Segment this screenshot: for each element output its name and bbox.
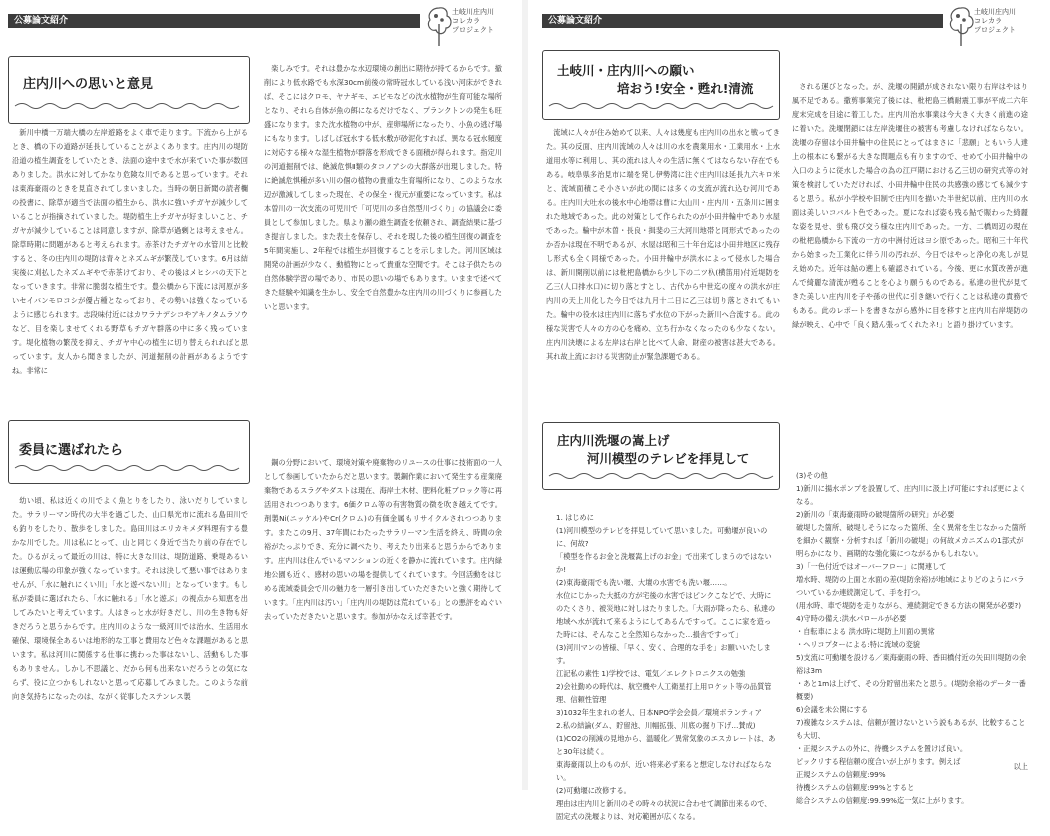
wave-divider [549,101,771,111]
body-text: 新川中橋一万端大橋の左岸遊路をよく車で走ります。下流から上がるとき、橋の下の道路が延長していることがよくあります。庄内川の堤防沿道の植生調査をしていたとき、法面の途中まで水が来ていた事が数回ありました。洪水に対してかなり危険な川であると思っています。それは東海豪雨のときを見直されてしまいました。当時の朝日新聞の読者欄の投書に、除草が適当で法面の植生から、洪水に強いチガヤが減少していることが指摘されていました。堤防植生上チガヤが好ましいこと、チガヤが減少していることは同意しますが、除草が過剰とは考えません。除草時期に問題があると考えられます。赤茶けたチガヤの水管川と比較すると、冬の庄内川の堤防は青々とネズムギが繁茂しています。6月は結実後に刈払したネズムギやで赤茶けており、その後はメヒシバの天下となっていきます。非常に脆弱な植生です。豊公橋から下流には河原が多いセイバンモロコシが優占種となっており、その勢いは強くなっているように感じられます。志段味付近にはカワラナデシコやアキノタムラソウなど、目を楽しませてくれる野草もチガヤ群落の中に多く残っています。堤化植物の繁茂を抑え、チガヤ中心の植生に切り替えられればと思っています。友人から聞きましたが、河道掘削の計画があるようですね。非常に [12,128,248,375]
body-text: 鋼の分野において、環境対策や廃棄物のリユースの仕事に技術面の一人として参画していたからだと思います。製鋼作業において発生する産業廃棄物であるスラグやダストは現在、海岸土木材、肥料化粧ブロック等に再活用されつつあります。6価クロム等の有害物質の徴を吹き越えてです。剤製Ni(ニッケル)やCr(クロム)の有価金属もリサイクルされつつあります。またこの9月、37年間にわたったサラリーマン生活を終え、時間の余裕がたっぷりでき、充分に調べたり、考えたり出来ると思うからであります。庄内川は住んでいるマンションの近くを静かに流れています。庄内緑地公園も近く、感材の思いの場を提供してくれています。今回活動をはじめる流域委員会で川の魅力を一層引き出していただきたいと強く期待しています。「庄内川は汚い」「庄内川の堤防は荒れている」との悪評をぬぐい去っていただきたいと思います。参加がかなえば幸甚です。 [264,458,502,621]
article-column [556,498,778,821]
article-title-line2: 河川模型のテレビを拝見して [587,451,750,466]
article-column [546,126,780,392]
article-column [12,494,248,782]
article-column [12,126,248,394]
article-column [264,62,502,394]
article-column [264,456,502,676]
article-title-box [8,56,250,124]
article-title: 庄内川への思いと意見 [23,77,154,92]
body-text: 幼い頃、私は近くの川でよく魚とりをしたり、泳いだりしていました。サラリーマン時代の大半を過ごした、山口県光市に流れる島田川でも釣りをしたり、散歩をしました。島田川はエリカキメダ料理有する豊かな川でした。川は私にとって、山と同じく身近で当たり前の存在でした。ひるがえって最近の川は、特に大きな川は、堤防道路、乗堤あるいは運動広場の印象が強くなっています。それは決して悪い事ではありませんが、「水に触れにくい川」「水と遊べない川」となっています。もし私が委員に選ばれたら、「水に触れる」「水と遊ぶ」の視点から知恵を出してみたいと考えています。人はきっと水が好きだし、川の生き物も好きだろうと思うからです。庄内川のような一級河川では治水、生活用水確保、環境保全あるいは地形的な工事と費用など色々な課題があると思います。私は河川に関係する仕事に携わった事はないし、活動もした事もありません。しかし不思議と、だから何も出来ないだろうとの気にならず、役に立つかもしれないと思って応募してみました。このような前向き気持ちになったのは、ながく従事したステンレス製 [12,496,248,701]
body-text: 流域に人々が住み始めて以来、人々は幾度も庄内川の出水と戦ってきた。其の反面、庄内川流域の人々は川の水を農業用水・工業用水・上水道用水等に利用し、其の流れは人々の生活に無くてはならない存在でもある。岐阜県多治見市に端を発し伊勢湾に注ぐ庄内川は延長九六キロ米と、流域面積こそ小さいが此の間には多くの支流が流れ込む河川である。庄内川大吐水の後水中心地帯は曹に大山川・庄内川・五条川に囲まれた地域であった。此の対策として作られたのが小田井輪中であり水屋であった。輪中が木曽・長良・揖斐の三大河川地帯と同形式であったのか否かは現在不明であるが、水屋は昭和三十年台迄は小田井地区に残存し形式も全く同様であった。小田井輪中が洪水によって侵水した場合は、新川開削以前には枇杷島橋から少し下の二ツ杁(横笛用)付近堤防を乙三(人口排水口)に切り落とすとし、古代から中世迄の度々の洪水が庄内川の天上川化した今日では九月十二日に乙三は切り落とされてもいた。輪中の役水は庄内川に落ちず水位の下がった新川へ合流する。此の様な災害で人々の方の心を痛め、立ち行かなくなったのも少なくない。庄内川決壊による左岸は右岸と比べて人命、財産の被害は甚大である。其れ故上流における災害防止が緊急課題である。 [546,128,780,361]
article-title-line1: 庄内川洗堰の嵩上げ [557,433,670,448]
end-mark: 以上 [1013,762,1028,771]
article-title-line1: 土岐川・庄内川への願い [557,63,695,78]
logo-text: 土岐川庄内川 コレカラ プロジェクト [452,8,494,34]
body-text: される運びとなった。が、洗堰の開鎖が成されない限り右岸はやはり風不足である。撒剪事業完了後には、枇杷島三橋耐震工事が平成二六年度末完成を目途に着工した。庄内川治水事業は今大きく大きく前進の途に着いた。洗堰閉鎖には左岸洗堰住の被害も考慮しなければならない。洗堰の存留は小田井輪中の住民にとってはまさに「悲願」ともいう人達上の根本にも繋がる大きな問題点も有りますので、せめて小田井輪中の入口のように従水した場合の為の江戸期における乙三切の研究式等の対策を検討していただければ、小田井輪中住民の共感強の感じても減少すると思う。私が小学校や旧制で庄内川を描いた半世紀以前、庄内川の水面は美しいコバルト色であった。夏になれば姿も残る鮎で賑わった綺麗な姿を見せ、蛍も飛び交う様な庄内川であった。一方、二橋周辺の現在の枇杷島橋から下流の一方の中洲付近はヨシ原であった。昭和三十年代から始まった工業化に伴う川の汚れが、今日ではやっと浄化の兆しが見え始めた。近年は鮎の遡上も確認されている。今後、更に水質改善が進んで綺麗な清流が甦ることを心より願うものである。私達の世代が見てきた美しい庄内川を子や孫の世代に引き継いで行くことは私達の責務でもある。此のレポートを書きながら感外に目を移すと庄内川右岸堤防の緑が映え、心中で「良く踏ん張ってくれたネ!」と語り掛けています。 [792,82,1028,329]
left-page [0,0,522,790]
section-header-bar: 公募論文紹介 [542,14,943,28]
article-title: 委員に選ばれたら [19,443,124,458]
section-header-bar: 公募論文紹介 [8,14,420,28]
wave-divider [15,463,241,473]
article-column [792,80,1028,380]
body-text: 楽しみです。それは豊かな水辺環境の創出に期待が持てるからです。撤削により低水路でも水深30cm前後の常時冠水している浅い河床ができれば、そこにはクロモ、ヤナギモ、エビモなどの沈水植物が生育可能な場所となり、それら自体が魚の餌になるだけでなく、プランクトンの発生も旺盛になります。また沈水植物の中が、産卵場所になったり、小魚の逃げ場にもなります。しばしば冠水する低水敷が砂泥化すれば、異なる冠水頻度に対応する様々な湿生植物が群落を形成できる面積が得られます。指定川の河道掘削では、絶滅危惧Ⅱ類のタコノアシの大群落が出現しました。特に絶滅危惧種が多い川の個の植物の貴重な生育場所になり、このような水辺が激減してしまった現在、その保全・復元が重要になっています。私は本曽川の一次支流の可児川で「可児川の多自然型川づくり」の協議会に委員として参加しました。県より瀬の維生調査を依頼され、調査結果に基づき提言しました。また表土を保存し、それを現した後の植生回復の調査を5年間実施し、2年程では植生が回復することを示しました。河川区域は開発の計画が少なく、動植物にとって貴重な空間です。そこは子供たちの自然体験学習の場であり、市民の思いの場でもあります。いままで述べてきた経験や知識を生かし、安全で自然豊かな庄内川の川づくりに参画したいと思います。 [264,64,502,311]
tree-logo-icon [424,2,454,48]
body-text: (3)その他 1)新川に揚水ポンプを設置して、庄内川に汲上げ可能にすれば更によくなる。 2)新川の「東海豪雨時の破堤箇所の研究」が必要 破堤した箇所、破堤しそうになった箇所、全く異常を生じなかった箇所 を細かく観察・分析すれば「新川の破堤」の何故メカニズムの1部式が明らかになり、画期的な強化策につながるかもしれない。 3)「一色付近ではオーバーフロー」に関連して 増水時、堤防の上面と水面の差(堤防余裕)が地域によりどのようにバラついているか連続測定して、手を打つ。 (用水時、車で堤防を走りながら、連続測定できる方法の開発が必要?) 4)守時の備え:洪水パロールが必要 ・自転車による 洪水時に堤防上川面の異常 ・ヘリコプターによる:特に流域の変貌 5)支流に可動堰を設ける／東海豪雨の時、香田橋付近の矢田川堤防の余裕は3m ・あと1mは上げて、その分貯留出来たと思う。(堤防余裕のデータ一番概要) 6)会議を未公開にする 7)複雑なシステムは、信頼が置けないという説もあるが、比較することも大切、 ・正規システムの外に、待機システムを置けば良い。 ピックリする程信頼の度合いが上がります。例えば 正規システムの信頼度:99% 待機システムの信頼度:99%とすると 総合システムの信頼度:99.99%迄一気に上がります。 [796,471,1027,805]
logo-text: 土岐川庄内川 コレカラ プロジェクト [974,8,1016,34]
right-page [528,0,1050,821]
article-title-box [8,420,250,484]
article-title-line2: 培おう!安全・甦れ!清流 [617,81,754,96]
tree-logo-icon [946,2,976,48]
article-title-box [542,50,780,120]
wave-divider [15,101,241,111]
article-title-box [542,422,780,490]
wave-divider [549,471,771,481]
project-logo [946,2,1038,48]
project-logo [424,2,516,48]
body-text: 1. はじめに (1)河川模型のテレビを拝見していて思いました。可動堰が良いのに、何故? 「模型を作るお金と洗堰嵩上げのお金」で出来てしまうのではないか! (2)東海豪雨でも洗い堰、大壇の水害でも洗い堰……。 水位にじかった大抵の方が宅後の水害ではピンクこなどで、大時にのたくさり、被災地に対しはたりました。「大雨が降ったら、私達の地域へ水が流れて来るようにしてあるんですって。ここに家を造った時には、そんなこと全然知らなかった…損舎ですって」 (3)河川マンの皆様、「早く、安く、合理的な手を」お願いいたします。 江記私の素性 1)学校では、電気／エレクトロニクスの勉強 2)会社勤めの時代は、航空機や人工衛星打上用ロケット等の品質管理、信頼性管理 3)1032年生まれの老人、日本NPO学会会員／環境ボランティア 2.私の結論(ダム、貯留池、川幅拡張、川底の掘り下げ…賛成) (1)CO2の削減の見地から、温暖化／異常気象のエスカレートは、あと30年は続く。 東海豪雨以上のものが、近い将来必ず来ると想定しなければならない。 (2)可動堰に改修する。 理由は庄内川と新川のその時々の状況に合わせて調節出来るので、固定式の洗堰よりは、対応範囲が広くなる。 [556,513,776,821]
